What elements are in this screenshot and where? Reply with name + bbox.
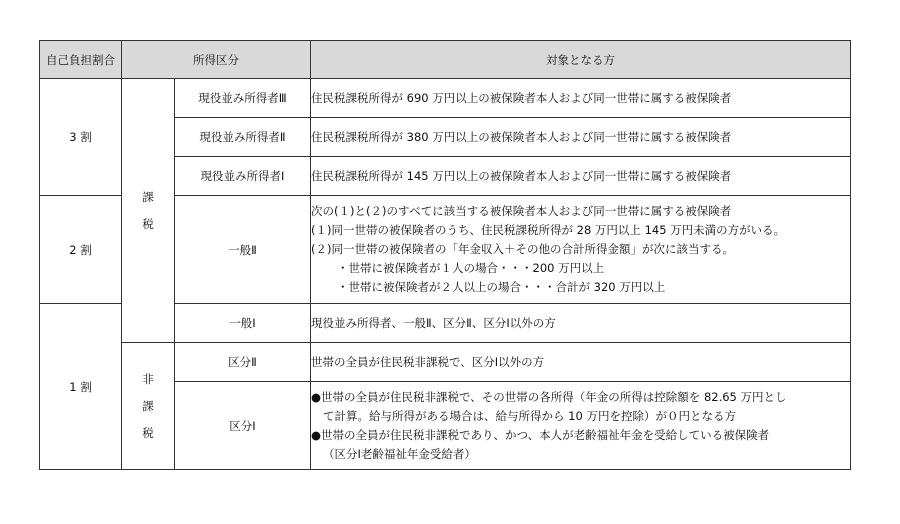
- desc-genyaku2: [311, 118, 851, 157]
- tax-char: 税: [142, 216, 154, 231]
- desc-line: ●世帯の全員が住民税非課税であり、かつ、本人が老齢福祉年金を受給している被保険者: [311, 427, 770, 442]
- desc-ippan1: [311, 304, 851, 343]
- category-genyaku1: 現役並み所得者Ⅰ: [175, 157, 311, 196]
- header-ratio: 自己負担割合: [40, 41, 122, 79]
- desc-line: 住民税課税所得が 690 万円以上の被保険者本人および同一世帯に属する被保険者: [311, 90, 732, 105]
- desc-line: 世帯の全員が住民税非課税で、区分Ⅰ以外の方: [311, 354, 545, 369]
- category-genyaku2: 現役並み所得者Ⅱ: [175, 118, 311, 157]
- desc-ippan2: [311, 196, 851, 304]
- desc-line: 次の(１)と(２)のすべてに該当する被保険者本人および同一世帯に属する被保険者: [311, 204, 732, 218]
- category-genyaku3: 現役並み所得者Ⅲ: [175, 79, 311, 118]
- ratio-3: 3 割: [40, 79, 122, 196]
- category-kubun1: 区分Ⅰ: [175, 382, 311, 470]
- desc-kubun2: [311, 343, 851, 382]
- tax-char: 税: [142, 425, 154, 440]
- header-target: 対象となる方: [311, 41, 851, 79]
- desc-kubun1: [311, 382, 851, 470]
- ratio-1: 1 割: [40, 304, 122, 470]
- tax-status-taxed: [122, 79, 175, 343]
- tax-status-nontaxed: [122, 343, 175, 470]
- desc-line: ・世帯に被保険者が２人以上の場合・・・合計が 320 万円以上: [337, 280, 666, 294]
- table-row: [40, 343, 851, 382]
- desc-line: ・世帯に被保険者が１人の場合・・・200 万円以上: [337, 261, 605, 275]
- desc-line: (２)同一世帯の被保険者の「年金収入＋その他の合計所得金額」が次に該当する。: [311, 242, 734, 256]
- desc-line: 現役並み所得者、一般Ⅱ、区分Ⅱ、区分Ⅰ以外の方: [311, 315, 556, 330]
- header-row: [40, 41, 851, 79]
- desc-line: （区分Ⅰ老齢福祉年金受給者）: [323, 446, 476, 461]
- tax-char: 課: [142, 189, 154, 204]
- table-row: [40, 79, 851, 118]
- desc-genyaku3: [311, 79, 851, 118]
- category-ippan1: 一般Ⅰ: [175, 304, 311, 343]
- tax-char: 非: [142, 371, 154, 386]
- desc-line: ●世帯の全員が住民税非課税で、その世帯の各所得（年金の所得は控除額を 82.65 万円とし: [311, 389, 787, 404]
- desc-genyaku1: [311, 157, 851, 196]
- copayment-table: [39, 40, 851, 470]
- category-ippan2: 一般Ⅱ: [175, 196, 311, 304]
- category-kubun2: 区分Ⅱ: [175, 343, 311, 382]
- desc-line: (１)同一世帯の被保険者のうち、住民税課税所得が 28 万円以上 145 万円未満の方がいる。: [311, 223, 786, 237]
- desc-line: 住民税課税所得が 145 万円以上の被保険者本人および同一世帯に属する被保険者: [311, 168, 732, 183]
- header-income: 所得区分: [122, 41, 311, 79]
- desc-line: て計算。給与所得がある場合は、給与所得から 10 万円を控除）が０円となる方: [323, 408, 736, 423]
- ratio-2: 2 割: [40, 196, 122, 304]
- desc-line: 住民税課税所得が 380 万円以上の被保険者本人および同一世帯に属する被保険者: [311, 129, 732, 144]
- tax-char: 課: [142, 398, 154, 413]
